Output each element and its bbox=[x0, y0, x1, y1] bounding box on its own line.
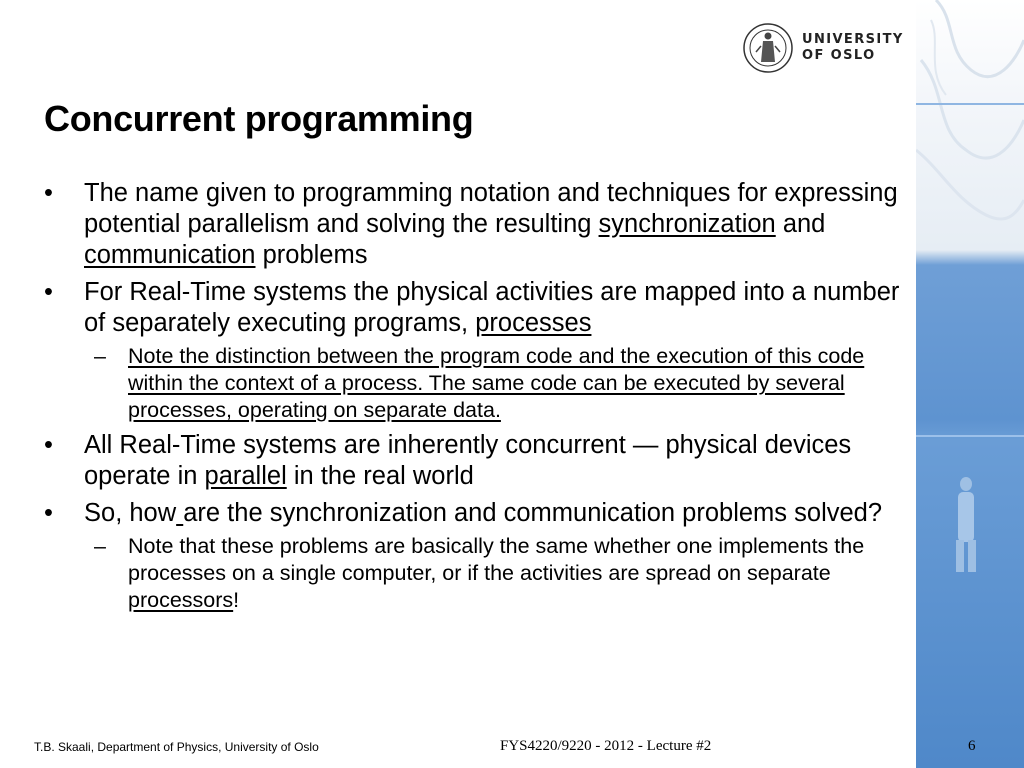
decorative-side-panel bbox=[916, 0, 1024, 768]
sub2-text-b: ! bbox=[233, 588, 240, 612]
footer-author: T.B. Skaali, Department of Physics, University of Oslo bbox=[34, 740, 319, 754]
sub2-text-a: Note that these problems are basically the same whether one implements the processes on a single computer, or if the activities are spread on separate bbox=[128, 534, 865, 585]
dash-marker: – bbox=[94, 344, 106, 368]
statue-figure-image bbox=[916, 470, 1024, 610]
slide-title: Concurrent programming bbox=[44, 98, 474, 139]
bullet3-text-b: in the real world bbox=[286, 462, 474, 490]
slide-content bbox=[44, 178, 904, 620]
dash-marker: – bbox=[94, 534, 106, 558]
processes-link[interactable]: processes bbox=[475, 309, 592, 337]
processors-link[interactable]: processors bbox=[128, 588, 234, 612]
bullet-item bbox=[44, 178, 904, 271]
university-wordmark bbox=[802, 32, 904, 64]
bullet-item bbox=[44, 277, 904, 339]
bullet2-text: For Real-Time systems the physical activities are mapped into a number of separately executing programs, bbox=[84, 278, 900, 337]
bullet-marker: • bbox=[44, 179, 53, 207]
bullet4-text-b: are the synchronization and communication problems solved? bbox=[183, 499, 883, 527]
synchronization-link[interactable]: synchronization bbox=[598, 210, 776, 238]
university-logo bbox=[742, 22, 904, 74]
sub-bullet-item bbox=[44, 533, 904, 614]
footer-course: FYS4220/9220 - 2012 - Lecture #2 bbox=[500, 738, 712, 754]
page-number: 6 bbox=[968, 738, 976, 754]
bullet3-text-a: All Real-Time systems are inherently concurrent — physical devices operate in bbox=[84, 431, 852, 490]
bullet4-text-a: So, how bbox=[84, 499, 177, 527]
logo-line1: UNIVERSITY bbox=[802, 32, 904, 47]
sub1-underlined-text[interactable]: Note the distinction between the program code and the execution of this code within the context of a process. The same code can be executed by several processes, operating on separate data. bbox=[128, 344, 865, 422]
sub-bullet-item bbox=[44, 343, 904, 424]
logo-line2: OF OSLO bbox=[802, 48, 876, 63]
statue-relief-image bbox=[916, 0, 1024, 260]
bullet1-text-c: problems bbox=[255, 241, 368, 269]
bullet-marker: • bbox=[44, 499, 53, 527]
bullet-marker: • bbox=[44, 431, 53, 459]
bullet-item bbox=[44, 498, 904, 529]
bullet1-text-b: and bbox=[775, 210, 826, 238]
communication-link[interactable]: communication bbox=[84, 241, 256, 269]
bullet1-text-a: The name given to programming notation and techniques for expressing potential parallelism and solving the resulting bbox=[84, 179, 898, 238]
bullet-item bbox=[44, 430, 904, 492]
bullet-marker: • bbox=[44, 278, 53, 306]
university-seal-icon bbox=[742, 22, 794, 74]
parallel-link[interactable]: parallel bbox=[204, 462, 287, 490]
